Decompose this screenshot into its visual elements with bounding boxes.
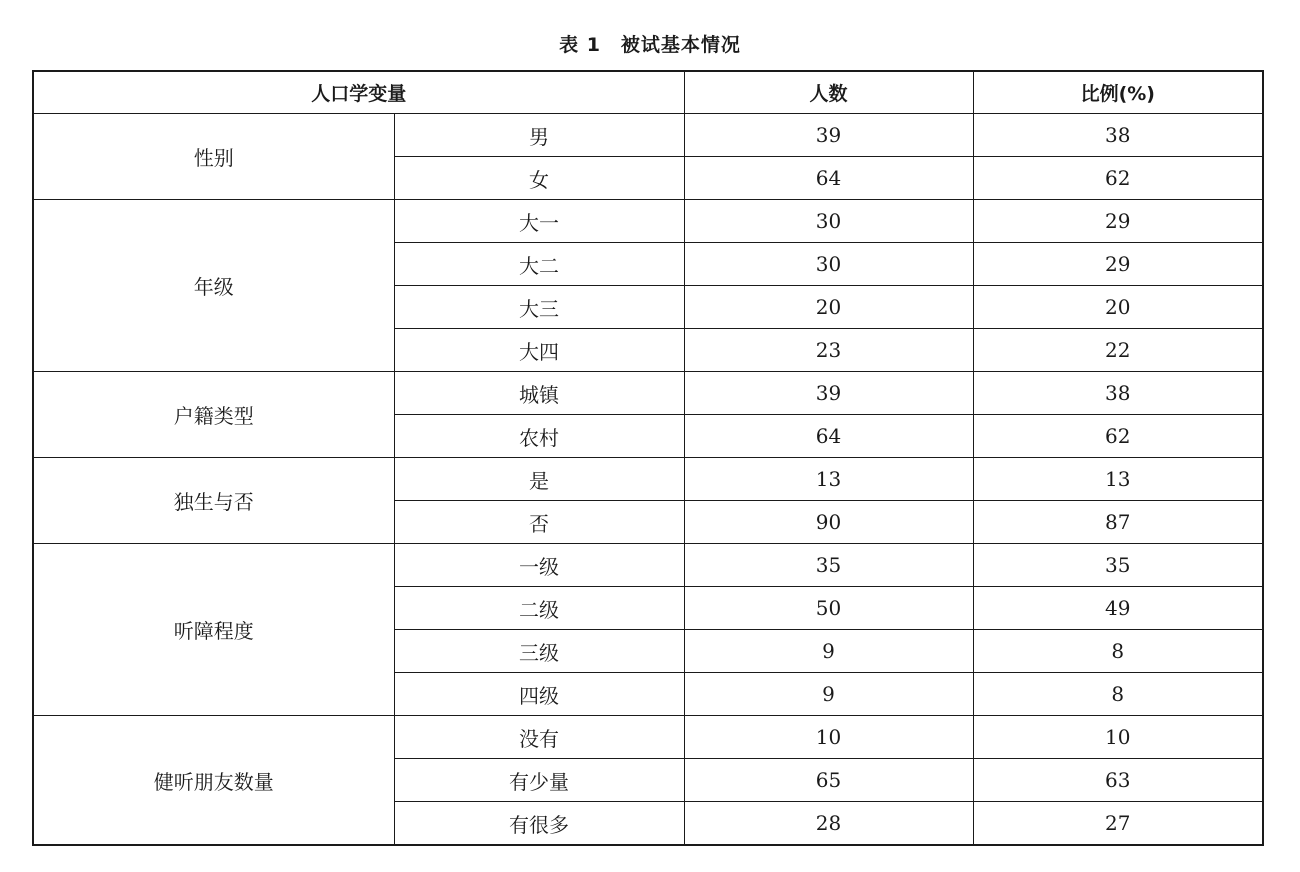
group-label: 独生与否	[33, 458, 394, 544]
category-cell: 三级	[394, 630, 684, 673]
table-caption: 表 1 被试基本情况	[559, 34, 741, 56]
table-header-row	[33, 71, 1263, 114]
category-cell: 大二	[394, 243, 684, 286]
percent-cell: 49	[973, 587, 1263, 630]
percent-cell: 8	[973, 673, 1263, 716]
group-label: 户籍类型	[33, 372, 394, 458]
demographics-table	[32, 70, 1264, 846]
category-cell: 男	[394, 114, 684, 157]
table-row	[33, 716, 1263, 759]
percent-cell: 63	[973, 759, 1263, 802]
count-cell: 30	[684, 200, 973, 243]
group-label: 性别	[33, 114, 394, 200]
percent-cell: 13	[973, 458, 1263, 501]
count-cell: 13	[684, 458, 973, 501]
percent-cell: 38	[973, 372, 1263, 415]
percent-cell: 38	[973, 114, 1263, 157]
header-percent: 比例(%)	[973, 71, 1263, 114]
category-cell: 城镇	[394, 372, 684, 415]
category-cell: 有很多	[394, 802, 684, 846]
category-cell: 二级	[394, 587, 684, 630]
percent-cell: 8	[973, 630, 1263, 673]
group-label: 年级	[33, 200, 394, 372]
percent-cell: 29	[973, 200, 1263, 243]
percent-cell: 62	[973, 157, 1263, 200]
count-cell: 9	[684, 673, 973, 716]
count-cell: 10	[684, 716, 973, 759]
category-cell: 女	[394, 157, 684, 200]
table-row	[33, 372, 1263, 415]
table-row	[33, 544, 1263, 587]
category-cell: 农村	[394, 415, 684, 458]
count-cell: 39	[684, 114, 973, 157]
count-cell: 23	[684, 329, 973, 372]
group-label: 听障程度	[33, 544, 394, 716]
count-cell: 90	[684, 501, 973, 544]
percent-cell: 27	[973, 802, 1263, 846]
percent-cell: 62	[973, 415, 1263, 458]
header-count: 人数	[684, 71, 973, 114]
category-cell: 大四	[394, 329, 684, 372]
table-row	[33, 114, 1263, 157]
category-cell: 四级	[394, 673, 684, 716]
header-variable: 人口学变量	[33, 71, 684, 114]
category-cell: 大一	[394, 200, 684, 243]
count-cell: 50	[684, 587, 973, 630]
category-cell: 一级	[394, 544, 684, 587]
percent-cell: 35	[973, 544, 1263, 587]
count-cell: 64	[684, 157, 973, 200]
category-cell: 否	[394, 501, 684, 544]
count-cell: 20	[684, 286, 973, 329]
percent-cell: 87	[973, 501, 1263, 544]
percent-cell: 10	[973, 716, 1263, 759]
percent-cell: 29	[973, 243, 1263, 286]
category-cell: 没有	[394, 716, 684, 759]
count-cell: 39	[684, 372, 973, 415]
count-cell: 35	[684, 544, 973, 587]
count-cell: 64	[684, 415, 973, 458]
table-row	[33, 458, 1263, 501]
category-cell: 是	[394, 458, 684, 501]
count-cell: 9	[684, 630, 973, 673]
percent-cell: 20	[973, 286, 1263, 329]
category-cell: 大三	[394, 286, 684, 329]
table-row	[33, 200, 1263, 243]
percent-cell: 22	[973, 329, 1263, 372]
count-cell: 30	[684, 243, 973, 286]
count-cell: 65	[684, 759, 973, 802]
group-label: 健听朋友数量	[33, 716, 394, 846]
category-cell: 有少量	[394, 759, 684, 802]
count-cell: 28	[684, 802, 973, 846]
